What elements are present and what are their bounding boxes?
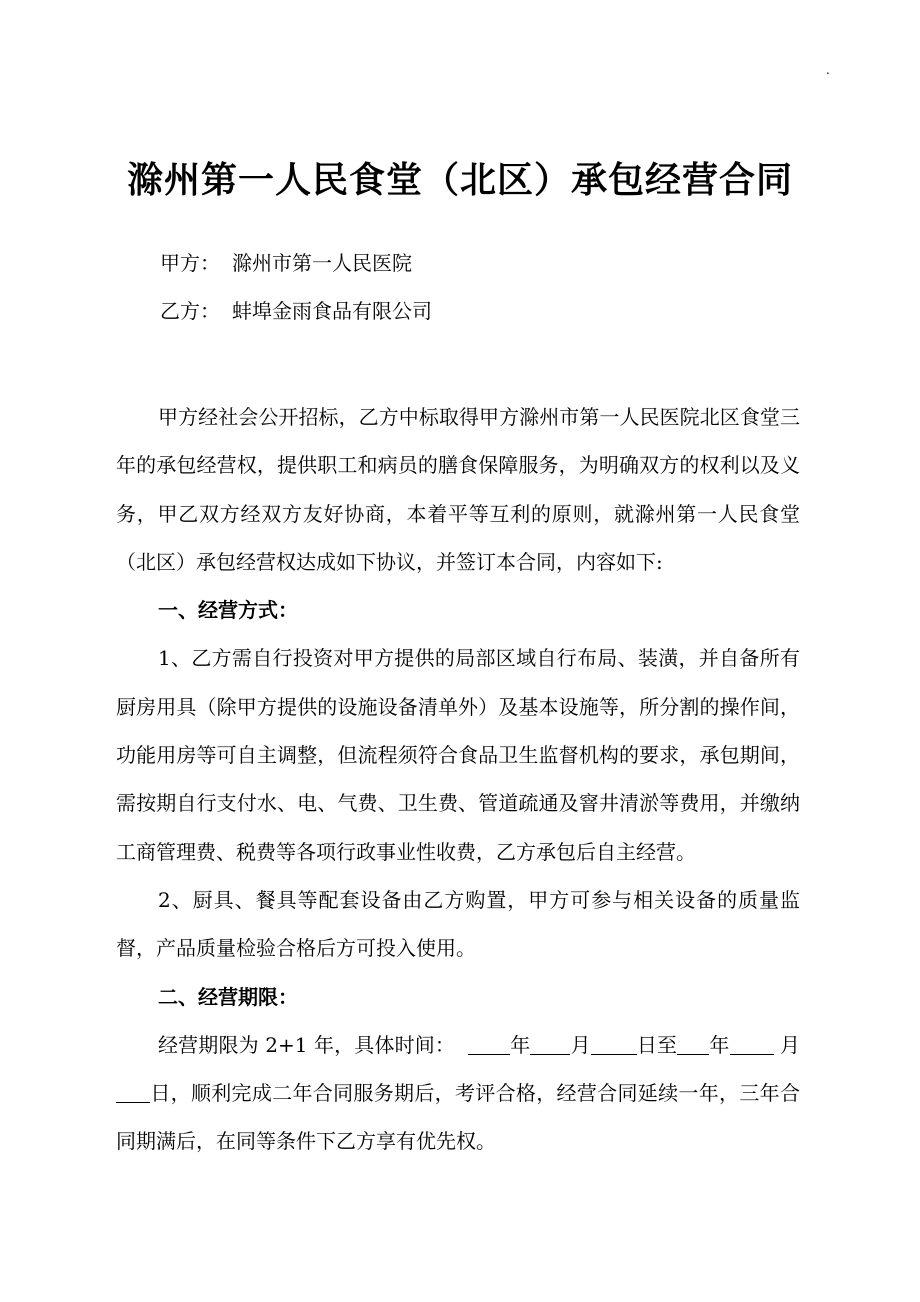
section-1-item-2: 2、厨具、餐具等配套设备由乙方购置，甲方可参与相关设备的质量监督，产品质量检验合格后方可投入使用。: [116, 887, 800, 961]
start-year-label: 年: [510, 1032, 531, 1057]
end-day-label: 日，: [150, 1081, 191, 1106]
start-year-blank: [468, 1034, 510, 1055]
day-to-label: 日至: [636, 1032, 678, 1057]
end-month-blank-start: [730, 1034, 774, 1055]
party-a: [160, 248, 412, 278]
section-1-item-1: 1、乙方需自行投资对甲方提供的局部区域自行布局、装潢，并自备所有厨房用具（除甲方提供的设施设备清单外）及基本设施等，所分割的操作间，功能用房等可自主调整，但流程须符合食品卫生监督机构的要求，承包期间，需按期自行支付水、电、气费、卫生费、管道疏通及窨井清淤等费用，并缴纳工商管理费、税费等各项行政事业性收费，乙方承包后自主经营。: [116, 646, 800, 864]
document-title: 滁州第一人民食堂（北区）承包经营合同: [126, 159, 793, 201]
section-2-heading: 二、经营期限：: [158, 984, 298, 1009]
term-paragraph: [116, 1021, 800, 1166]
end-day-blank: [116, 1082, 150, 1103]
start-month-label: 月: [570, 1032, 591, 1057]
intro-paragraph: 甲方经社会公开招标，乙方中标取得甲方滁州市第一人民医院北区食堂三年的承包经营权，提供职工和病员的膳食保障服务，为明确双方的权利以及义务，甲乙双方经双方友好协商，本着平等互利的原则，就滁州第一人民食堂（北区）承包经营权达成如下协议，并签订本合同，内容如下:: [116, 405, 800, 574]
party-a-value: 滁州市第一人民医院: [232, 251, 412, 275]
start-day-blank: [591, 1034, 637, 1055]
party-b-label: 乙方：: [160, 299, 220, 323]
section-1-heading: 一、经营方式：: [158, 598, 298, 623]
start-month-blank: [530, 1034, 570, 1055]
contract-body: [116, 393, 800, 1166]
party-b-value: 蚌埠金雨食品有限公司: [232, 299, 432, 323]
end-year-blank: [677, 1034, 709, 1055]
end-year-label: 年: [709, 1032, 730, 1057]
term-rest: 顺利完成二年合同服务期后，考评合格，经营合同延续一年，三年合同期满后，在同等条件下乙方享有优先权。: [116, 1081, 800, 1154]
end-month-label: 月: [780, 1032, 801, 1057]
party-a-label: 甲方：: [160, 251, 220, 275]
term-prefix: 经营期限为 2+1 年，具体时间：: [158, 1032, 456, 1057]
party-b: [160, 296, 432, 326]
corner-mark: .: [826, 63, 830, 77]
